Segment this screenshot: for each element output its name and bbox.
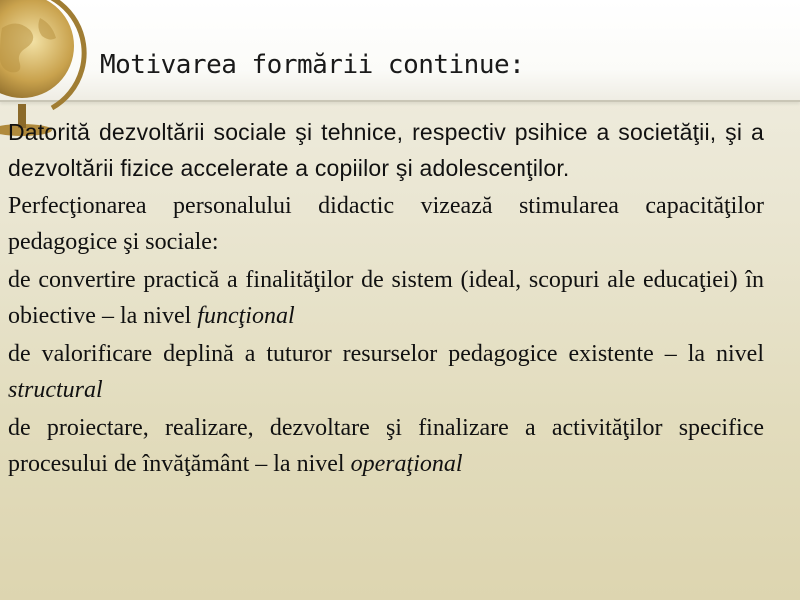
paragraph-2 bbox=[8, 188, 764, 260]
paragraph-1-text: Datorită dezvoltării sociale şi tehnice, respectiv psihice a societăţii, şi a dezvoltării fizice accelerate a copiilor şi adolescenţilor. bbox=[8, 119, 764, 181]
paragraph-3-emphasis: funcţional bbox=[197, 303, 295, 329]
paragraph-4-emphasis: structural bbox=[8, 377, 103, 403]
paragraph-4 bbox=[8, 336, 764, 408]
paragraph-1 bbox=[8, 114, 764, 186]
slide-body bbox=[8, 114, 764, 484]
paragraph-2-text: Perfecţionarea personalului didactic vizează stimularea capacităţilor pedagogice şi sociale: bbox=[8, 193, 764, 255]
paragraph-3 bbox=[8, 262, 764, 334]
paragraph-5 bbox=[8, 410, 764, 482]
paragraph-5-emphasis: operaţional bbox=[350, 451, 463, 477]
paragraph-5-text: de proiectare, realizare, dezvoltare şi finalizare a activităţilor specifice procesului de învăţământ – la nivel bbox=[8, 415, 764, 477]
slide-title: Motivarea formării continue: bbox=[100, 50, 525, 80]
paragraph-4-text: de valorificare deplină a tuturor resurselor pedagogice existente – la nivel bbox=[8, 341, 764, 367]
paragraph-3-text: de convertire practică a finalităţilor de sistem (ideal, scopuri ale educaţiei) în obiective – la nivel bbox=[8, 267, 764, 329]
